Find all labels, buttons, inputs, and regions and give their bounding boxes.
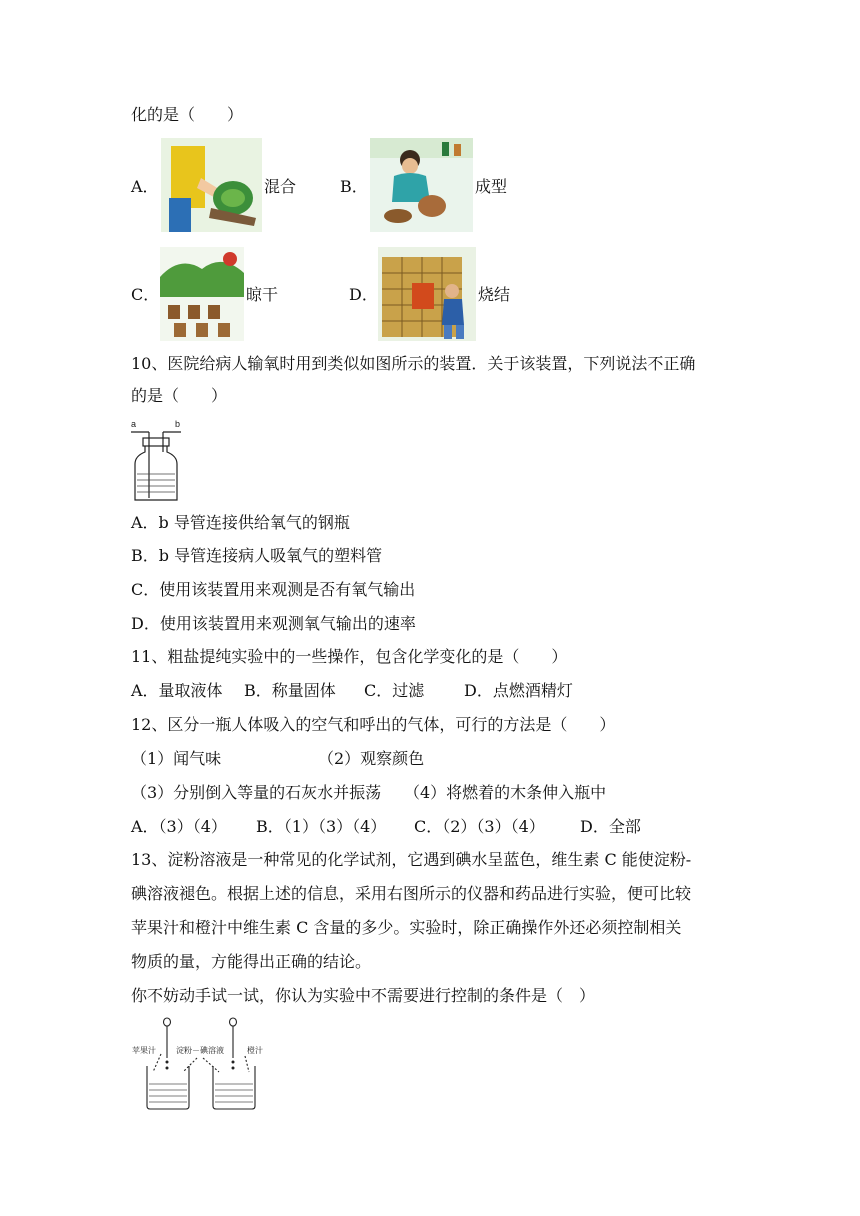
q9-option-a-letter: A． bbox=[131, 177, 159, 196]
q9-stem-tail: 化的是（ ） bbox=[131, 105, 244, 124]
q10-stem-line1: 10、医院给病人输氧时用到类似如图所示的装置．关于该装置，下列说法不正确 bbox=[131, 354, 696, 373]
q12-option-b: B．（1）（3）（4） bbox=[256, 817, 387, 836]
q12-method-3: （3）分别倒入等量的石灰水并振荡 bbox=[131, 783, 382, 802]
q12-stem: 12、区分一瓶人体吸入的空气和呼出的气体，可行的方法是（ ） bbox=[131, 715, 616, 734]
q12-method-2: （2）观察颜色 bbox=[318, 749, 425, 768]
q13-line-5: 你不妨动手试一试，你认为实验中不需要进行控制的条件是（ ） bbox=[131, 986, 596, 1005]
q13-line-3: 苹果汁和橙汁中维生素 C 含量的多少。实验时，除正确操作外还必须控制相关 bbox=[131, 918, 682, 937]
q10-stem-line2: 的是（ ） bbox=[131, 386, 228, 405]
q12-option-c: C．（2）（3）（4） bbox=[414, 817, 545, 836]
q12-option-d: D．全部 bbox=[580, 817, 641, 836]
q11-option-b: B．称量固体 bbox=[244, 681, 336, 700]
q13-line-2: 碘溶液褪色。根据上述的信息，采用右图所示的仪器和药品进行实验，便可比较 bbox=[131, 884, 692, 903]
q13-line-4: 物质的量，方能得出正确的结论。 bbox=[131, 952, 372, 971]
q11-option-c: C．过滤 bbox=[364, 681, 425, 700]
q9-option-c-label: 晾干 bbox=[246, 285, 279, 304]
q9-option-b-letter: B． bbox=[340, 177, 368, 196]
q10-option-a: A．b 导管连接供给氧气的钢瓶 bbox=[131, 513, 350, 532]
q11-option-d: D．点燃酒精灯 bbox=[464, 681, 573, 700]
q13-apparatus-figure bbox=[131, 1014, 275, 1112]
q9-option-b-label: 成型 bbox=[475, 177, 508, 196]
q10-option-d: D．使用该装置用来观测氧气输出的速率 bbox=[131, 614, 416, 633]
q11-option-a: A．量取液体 bbox=[131, 681, 223, 700]
q9-option-c-letter: C． bbox=[131, 285, 160, 304]
q12-option-a: A．（3）（4） bbox=[131, 817, 227, 836]
q9-option-d-image bbox=[378, 247, 476, 341]
q10-label-b: b bbox=[175, 419, 181, 429]
q9-option-a-image bbox=[161, 138, 262, 232]
q9-option-d-letter: D． bbox=[349, 285, 378, 304]
q13-line-1: 13、淀粉溶液是一种常见的化学试剂，它遇到碘水呈蓝色，维生素 C 能使淀粉- bbox=[131, 850, 692, 869]
q10-option-c: C．使用该装置用来观测是否有氧气输出 bbox=[131, 580, 416, 599]
q10-option-b: B．b 导管连接病人吸氧气的塑料管 bbox=[131, 546, 383, 565]
q12-method-4: （4）将燃着的木条伸入瓶中 bbox=[404, 783, 607, 802]
q9-option-d-label: 烧结 bbox=[478, 285, 511, 304]
q13-label-orange-juice: 橙汁 bbox=[247, 1046, 263, 1055]
q12-method-1: （1）闻气味 bbox=[131, 749, 222, 768]
q9-option-c-image bbox=[160, 247, 244, 341]
q10-label-a: a bbox=[131, 419, 137, 429]
q10-gas-washing-bottle-figure bbox=[129, 418, 189, 504]
q13-label-starch-iodine: 淀粉－碘溶液 bbox=[176, 1046, 224, 1055]
q13-label-apple-juice: 苹果汁 bbox=[132, 1046, 156, 1055]
q9-option-b-image bbox=[370, 138, 473, 232]
q11-stem: 11、粗盐提纯实验中的一些操作，包含化学变化的是（ ） bbox=[131, 647, 568, 666]
q9-option-a-label: 混合 bbox=[264, 177, 297, 196]
